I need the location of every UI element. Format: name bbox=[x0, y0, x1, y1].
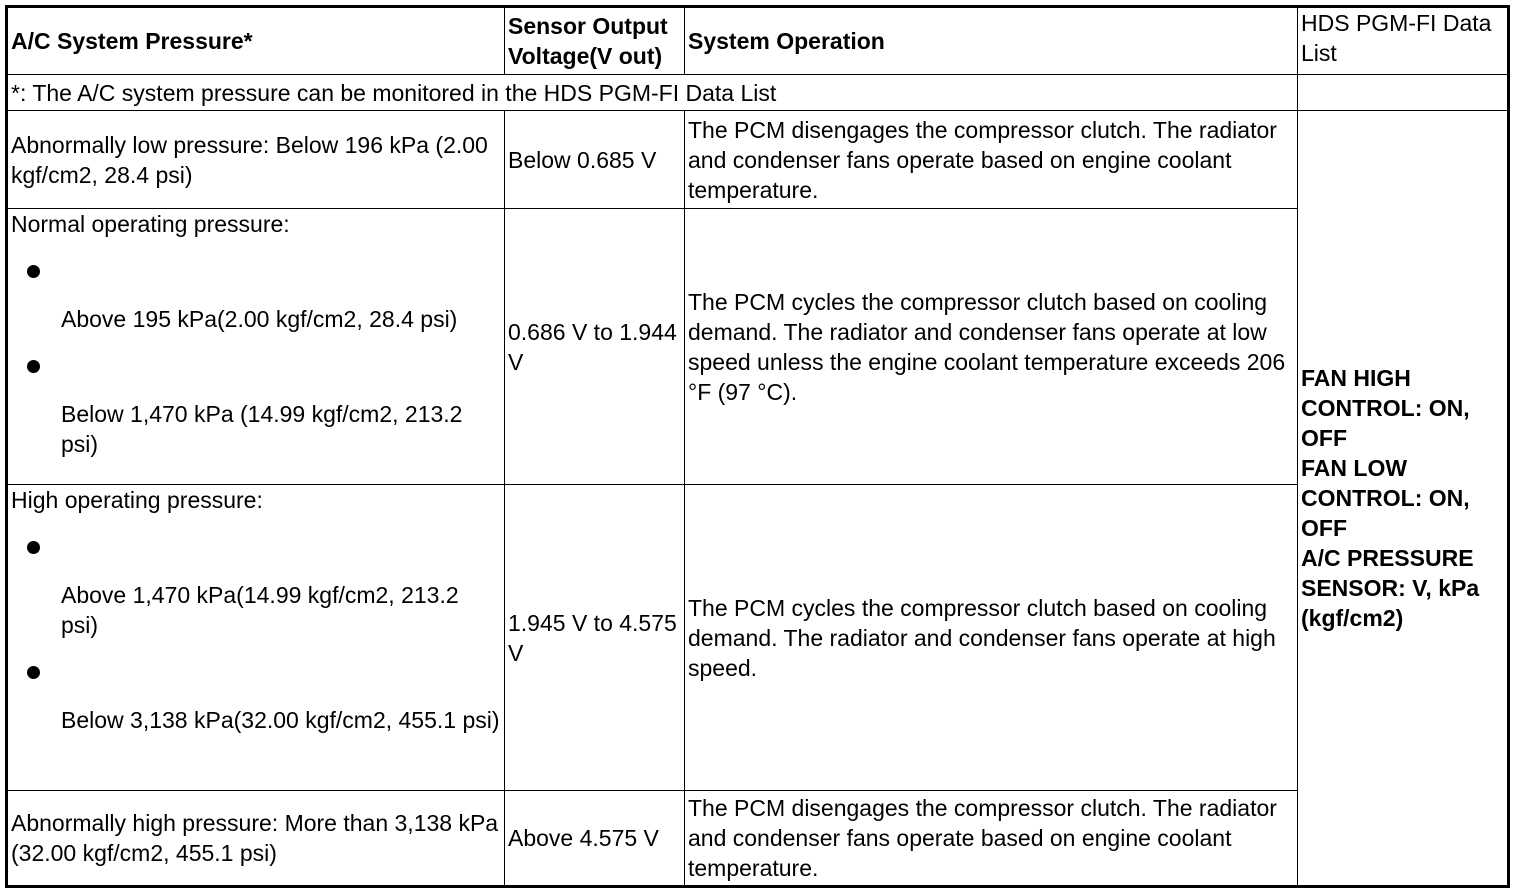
footnote-empty-cell bbox=[1298, 75, 1509, 111]
pressure-cell-abnormal-high: Abnormally high pressure: More than 3,138 kPa (32.00 kgf/cm2, 455.1 psi) bbox=[7, 791, 505, 887]
data-list-item: FAN HIGH CONTROL: ON, OFF bbox=[1301, 365, 1470, 451]
footnote-row bbox=[7, 75, 1509, 111]
voltage-cell-low: Below 0.685 V bbox=[505, 111, 685, 209]
table-row-abnormal-high bbox=[7, 791, 1509, 887]
operation-cell-low: The PCM disengages the compressor clutch. The radiator and condenser fans operate based on engine coolant temperature. bbox=[685, 111, 1298, 209]
header-row bbox=[7, 7, 1509, 75]
data-list-item: FAN LOW CONTROL: ON, OFF bbox=[1301, 455, 1470, 541]
voltage-cell-high: 1.945 V to 4.575 V bbox=[505, 485, 685, 791]
data-list-item: A/C PRESSURE SENSOR: V, kPa (kgf/cm2) bbox=[1301, 545, 1480, 631]
table-row-high bbox=[7, 485, 1509, 791]
bullet-text: Below 3,138 kPa(32.00 kgf/cm2, 455.1 psi) bbox=[61, 707, 500, 733]
header-pressure: A/C System Pressure* bbox=[7, 7, 505, 75]
pressure-cell-low: Abnormally low pressure: Below 196 kPa (2.00 kgf/cm2, 28.4 psi) bbox=[7, 111, 505, 209]
bullet-icon bbox=[27, 360, 40, 373]
operation-cell-high: The PCM cycles the compressor clutch based on cooling demand. The radiator and condenser fans operate at high speed. bbox=[685, 485, 1298, 791]
header-voltage-line1: Sensor Output bbox=[508, 13, 668, 39]
pressure-title: Normal operating pressure: bbox=[11, 211, 290, 237]
voltage-cell-abnormal-high: Above 4.575 V bbox=[505, 791, 685, 887]
header-voltage-line2: Voltage(V out) bbox=[508, 43, 663, 69]
table-row-low bbox=[7, 111, 1509, 209]
operation-cell-normal: The PCM cycles the compressor clutch based on cooling demand. The radiator and condenser fans operate at low speed unless the engine coolant temperature exceeds 206 °F (97 °C). bbox=[685, 209, 1298, 485]
footnote: *: The A/C system pressure can be monitored in the HDS PGM-FI Data List bbox=[7, 75, 1298, 111]
data-list-cell bbox=[1298, 111, 1509, 887]
pressure-cell-high bbox=[7, 485, 505, 791]
bullet-text: Below 1,470 kPa (14.99 kgf/cm2, 213.2 psi) bbox=[61, 401, 463, 457]
bullet-icon bbox=[27, 265, 40, 278]
bullet-text: Above 1,470 kPa(14.99 kgf/cm2, 213.2 psi) bbox=[61, 582, 459, 638]
bullet-icon bbox=[27, 666, 40, 679]
pressure-title: High operating pressure: bbox=[11, 487, 263, 513]
ac-pressure-table bbox=[5, 5, 1510, 888]
bullet-icon bbox=[27, 541, 40, 554]
table-row-normal bbox=[7, 209, 1509, 485]
bullet-text: Above 195 kPa(2.00 kgf/cm2, 28.4 psi) bbox=[61, 306, 458, 332]
voltage-cell-normal: 0.686 V to 1.944 V bbox=[505, 209, 685, 485]
header-data-list: HDS PGM-FI Data List bbox=[1298, 7, 1509, 75]
operation-cell-abnormal-high: The PCM disengages the compressor clutch. The radiator and condenser fans operate based on engine coolant temperature. bbox=[685, 791, 1298, 887]
header-operation: System Operation bbox=[685, 7, 1298, 75]
pressure-cell-normal bbox=[7, 209, 505, 485]
header-voltage bbox=[505, 7, 685, 75]
